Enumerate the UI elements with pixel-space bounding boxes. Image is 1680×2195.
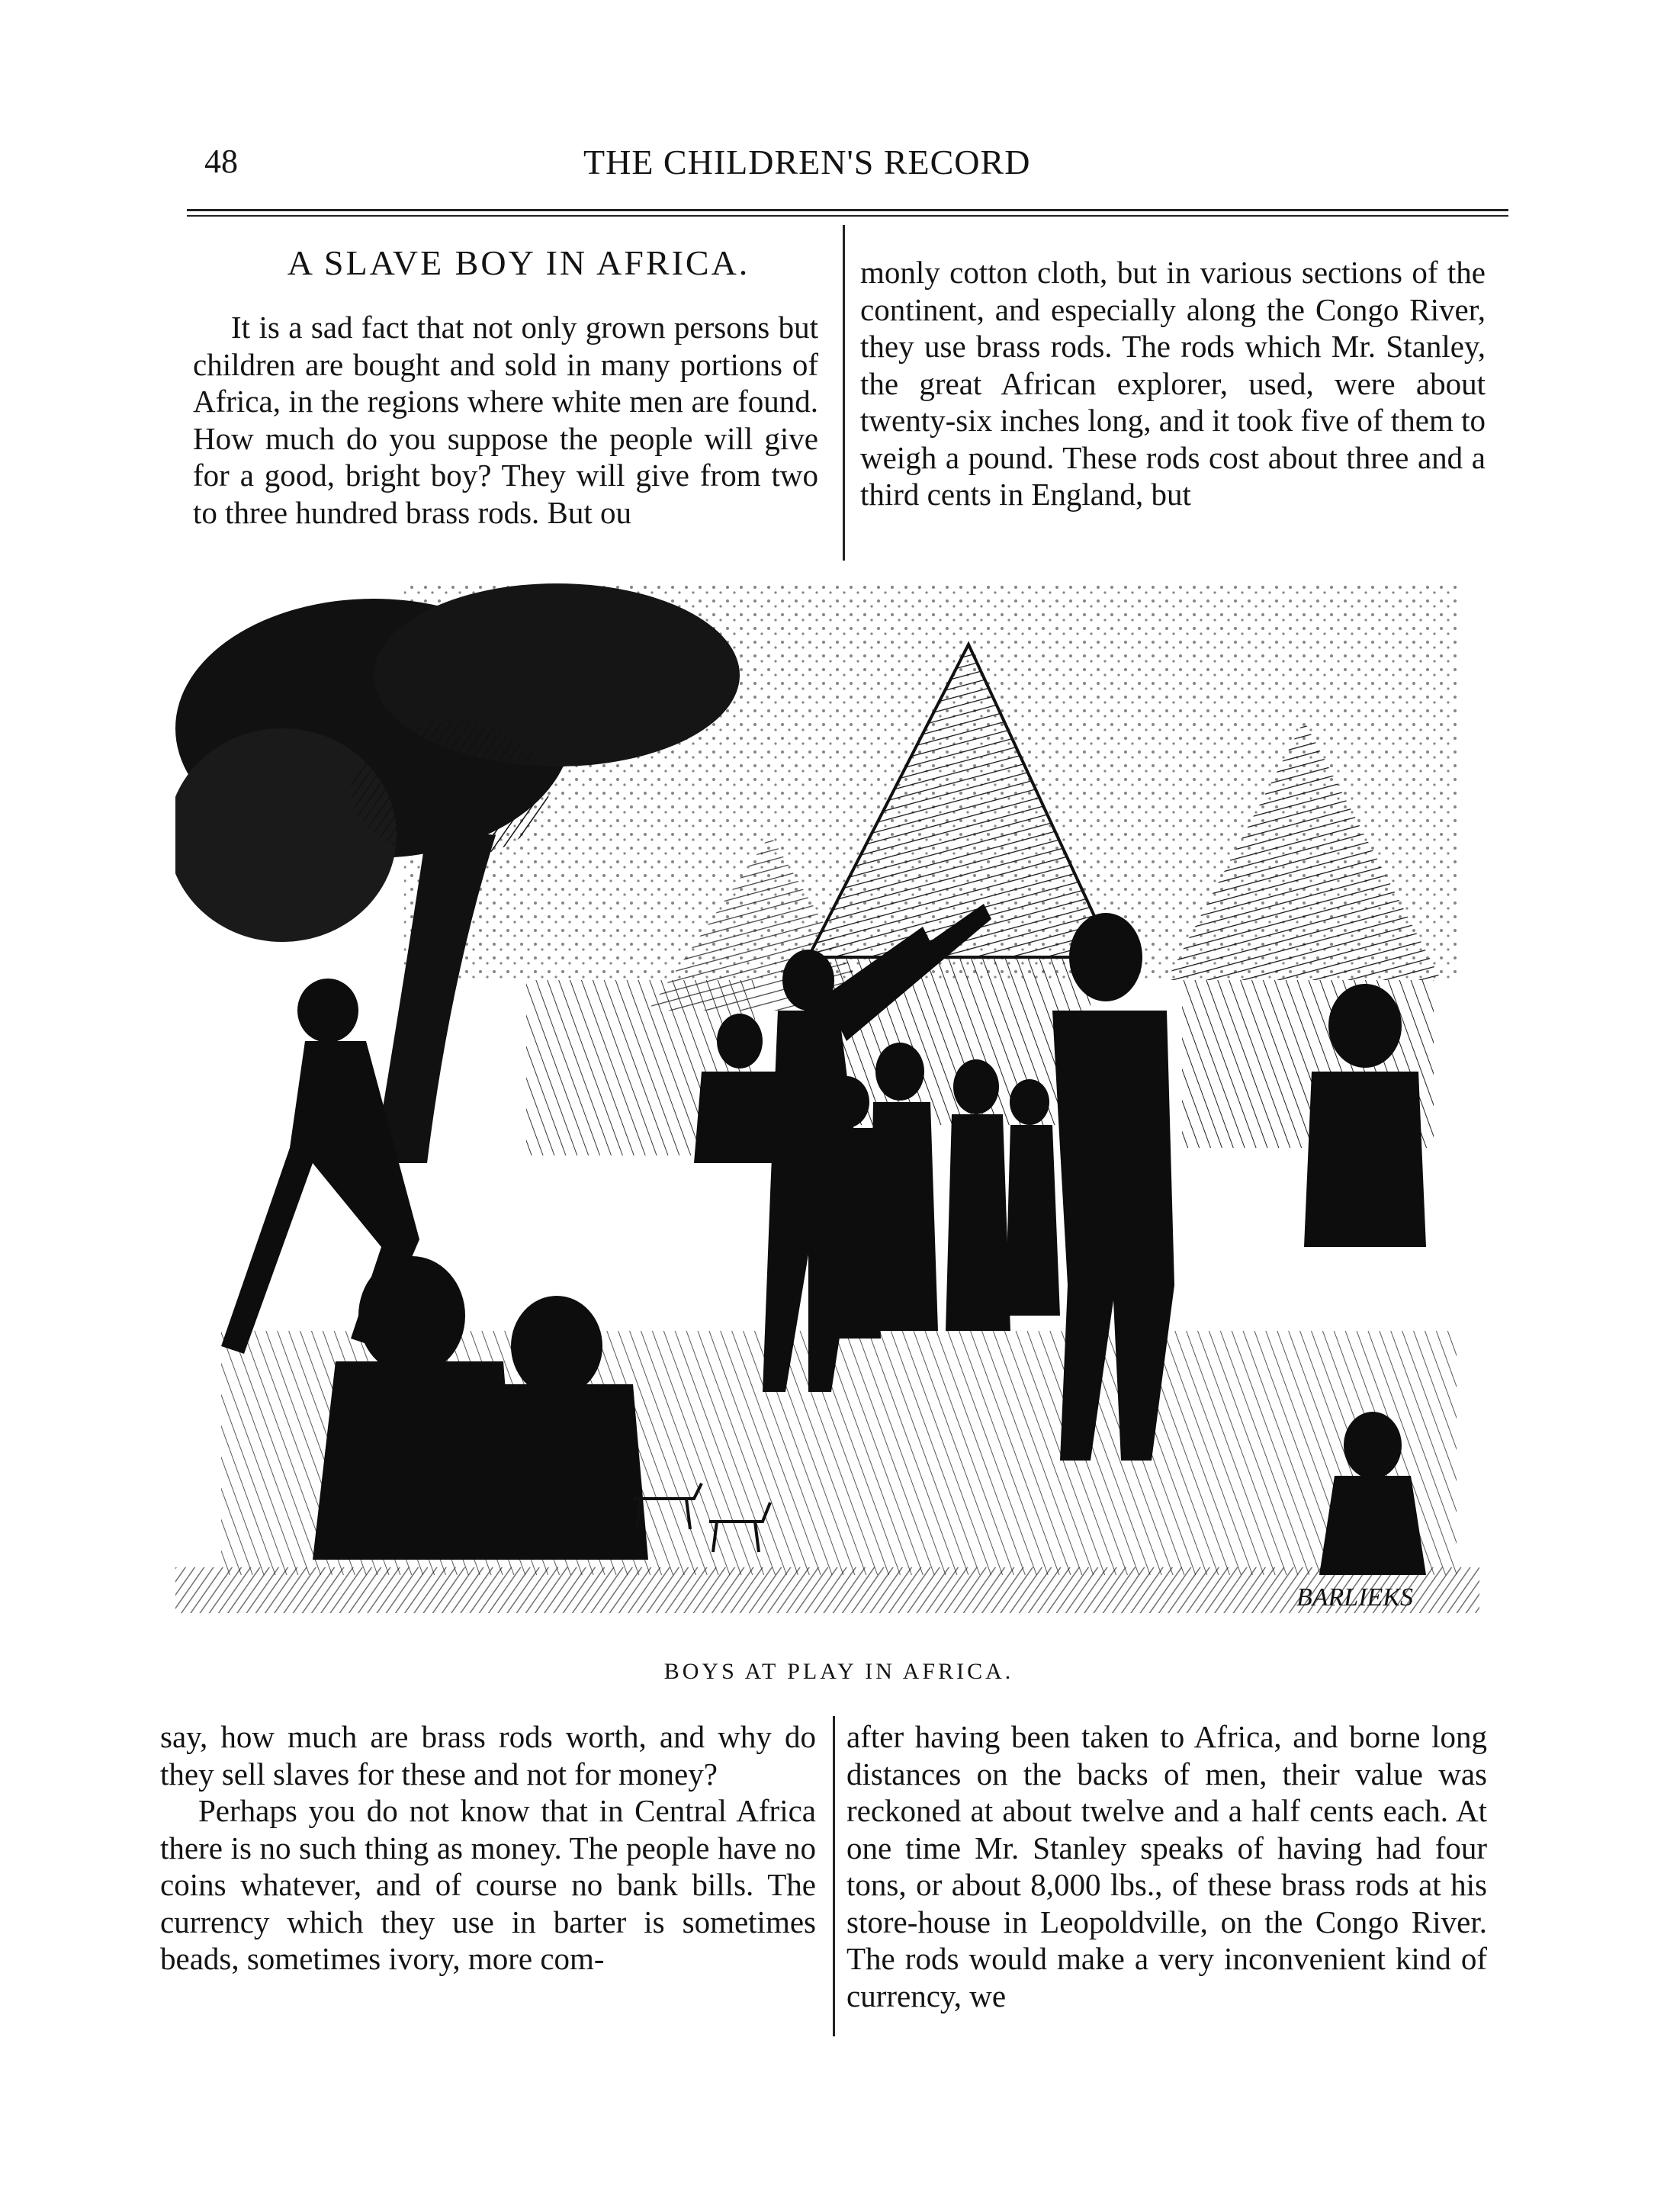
article-title: A SLAVE BOY IN AFRICA.	[287, 243, 750, 282]
top-right-paragraph: monly cotton cloth, but in various sections of the continent, and especially along the Congo River, they use brass rods. The rods which Mr. Stanley, the great African explorer, used, were about twenty-six inches long, and it took five of them to weigh a pound. These rods cost about three and a third cents in England, but	[860, 255, 1486, 512]
page-number: 48	[204, 143, 238, 180]
header-rule	[187, 209, 1508, 211]
top-left-column	[193, 309, 818, 531]
column-divider-top	[843, 225, 845, 561]
woodcut-illustration	[175, 583, 1479, 1632]
engraver-signature: BARLIEKS	[1296, 1583, 1413, 1612]
top-right-column	[860, 254, 1486, 513]
bottom-right-column	[846, 1718, 1487, 2014]
column-divider-bottom	[833, 1716, 835, 2036]
publication-title: THE CHILDREN'S RECORD	[583, 143, 1031, 182]
bottom-left-paragraph-2: Perhaps you do not know that in Central Africa there is no such thing as money. The people have no coins whatever, and of course no bank bills. The currency which they use in barter is sometimes beads, sometimes ivory, more com-	[160, 1793, 816, 1976]
bottom-left-paragraph-1: say, how much are brass rods worth, and why do they sell slaves for these and not for money?	[160, 1719, 816, 1792]
bottom-right-paragraph: after having been taken to Africa, and borne long distances on the backs of men, their value was reckoned at about twelve and a half cents each. At one time Mr. Stanley speaks of having had four tons, or about 8,000 lbs., of these brass rods at his store-house in Leopoldville, on the Congo River. The rods would make a very inconvenient kind of currency, we	[846, 1719, 1487, 2013]
illustration-caption: BOYS AT PLAY IN AFRICA.	[663, 1659, 1014, 1684]
top-left-paragraph: It is a sad fact that not only grown persons but children are bought and sold in many portions of Africa, in the regions where white men are found. How much do you suppose the people will give for a good, bright boy? They will give from two to three hundred brass rods. But ou	[193, 310, 818, 530]
header-rule-secondary	[187, 215, 1508, 217]
bottom-left-column	[160, 1718, 816, 1978]
